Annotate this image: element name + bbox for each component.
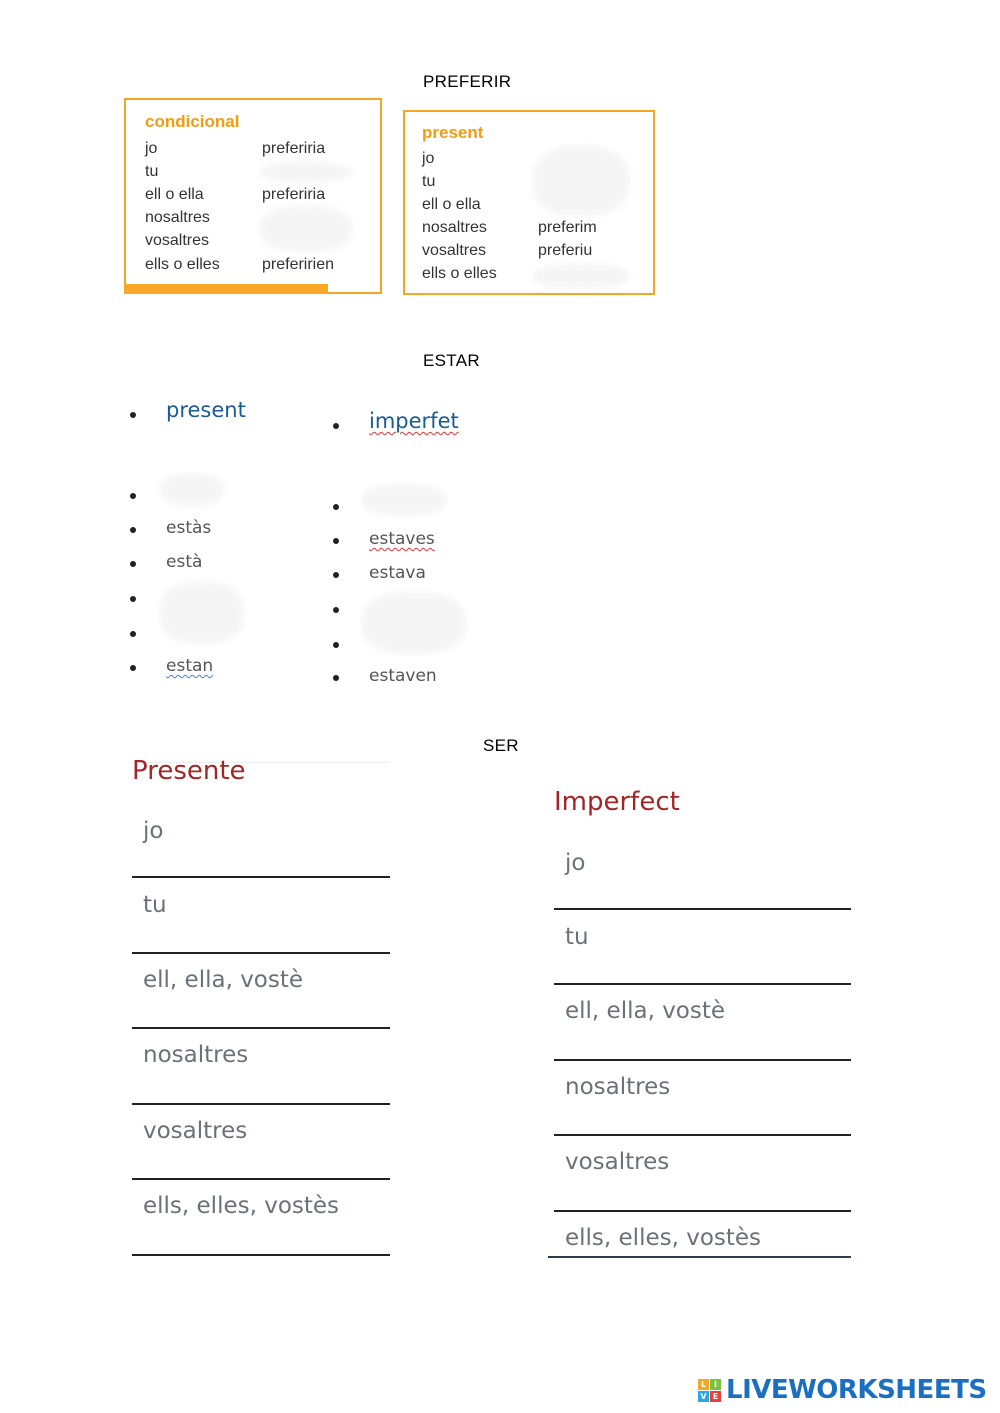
answer-blank[interactable]: [362, 592, 466, 654]
ser-row[interactable]: [554, 834, 851, 910]
verb-form: preferirien: [262, 256, 335, 273]
decorative-bar: [124, 284, 328, 294]
bullet-dot: [130, 665, 136, 671]
condicional-box: [124, 98, 382, 294]
estar-imperfet-form: estava: [369, 563, 426, 583]
ser-presente-header: Presente: [132, 756, 246, 786]
ser-row[interactable]: [132, 954, 390, 1029]
logo-badge-icon: [698, 1379, 722, 1403]
person-label: nosaltres: [565, 1074, 671, 1100]
estar-present-form: està: [166, 552, 203, 572]
badge-letter: I: [710, 1379, 721, 1390]
estar-present-form: estàs: [166, 518, 212, 538]
present-box: [403, 110, 655, 295]
bullet-dot: [130, 527, 136, 533]
answer-blank[interactable]: [160, 582, 244, 644]
ser-row[interactable]: [554, 1136, 851, 1212]
bullet-dot: [333, 423, 339, 429]
answer-blank[interactable]: [260, 162, 352, 182]
verb-form: preferiria: [262, 186, 326, 203]
preferir-title: PREFERIR: [423, 72, 512, 91]
estar-present-header: present: [166, 398, 246, 422]
verb-form: preferim: [538, 219, 597, 236]
person-label: ell, ella, vostè: [143, 967, 304, 993]
bullet-dot: [333, 675, 339, 681]
bullet-dot: [130, 631, 136, 637]
bullet-dot: [333, 504, 339, 510]
ser-imperfect-header: Imperfect: [554, 787, 680, 817]
person-label: vosaltres: [145, 232, 210, 249]
bullet-dot: [130, 596, 136, 602]
person-label: jo: [422, 150, 435, 167]
person-label: ells, elles, vostès: [565, 1225, 762, 1251]
liveworksheets-logo: [698, 1377, 992, 1405]
person-label: ell o ella: [145, 186, 204, 203]
condicional-header: condicional: [145, 112, 240, 131]
verb-form: preferiu: [538, 242, 593, 259]
person-label: tu: [145, 163, 159, 180]
bullet-dot: [130, 493, 136, 499]
badge-letter: L: [698, 1379, 709, 1390]
person-label: ell, ella, vostè: [565, 998, 726, 1024]
ser-row[interactable]: [132, 1029, 390, 1105]
badge-letter: V: [698, 1391, 709, 1402]
brand-name: LIVEWORKSHEETS: [726, 1375, 987, 1405]
ser-row[interactable]: [554, 1061, 851, 1136]
person-label: nosaltres: [145, 209, 210, 226]
bullet-dot: [130, 561, 136, 567]
bullet-dot: [333, 572, 339, 578]
estar-imperfet-form: estaves: [369, 529, 435, 549]
estar-title: ESTAR: [423, 351, 480, 370]
verb-form: preferiria: [262, 140, 326, 157]
ser-title: SER: [483, 736, 519, 755]
present-header: present: [422, 123, 484, 142]
answer-blank[interactable]: [260, 206, 352, 252]
ser-row[interactable]: [548, 1212, 851, 1258]
person-label: jo: [145, 140, 158, 157]
person-label: tu: [422, 173, 436, 190]
estar-present-form: estan: [166, 656, 214, 676]
estar-imperfet-header: imperfet: [369, 409, 459, 433]
estar-imperfet-form: estaven: [369, 666, 437, 686]
person-label: ells, elles, vostès: [143, 1193, 340, 1219]
ser-row[interactable]: [554, 985, 851, 1061]
person-label: ells o elles: [422, 265, 497, 282]
answer-blank[interactable]: [533, 146, 629, 216]
bullet-dot: [130, 412, 136, 418]
bullet-dot: [333, 642, 339, 648]
ser-row[interactable]: [132, 878, 390, 954]
person-label: tu: [565, 924, 589, 950]
ser-row[interactable]: [132, 1180, 390, 1256]
bullet-dot: [333, 538, 339, 544]
person-label: nosaltres: [143, 1042, 249, 1068]
person-label: ell o ella: [422, 196, 481, 213]
person-label: vosaltres: [565, 1149, 670, 1175]
answer-blank[interactable]: [533, 264, 629, 288]
answer-blank[interactable]: [160, 474, 224, 506]
person-label: jo: [565, 850, 586, 876]
person-label: vosaltres: [422, 242, 487, 259]
ser-row[interactable]: [132, 1105, 390, 1180]
badge-letter: E: [710, 1391, 721, 1402]
person-label: jo: [143, 818, 164, 844]
ser-row[interactable]: [554, 910, 851, 985]
person-label: ells o elles: [145, 256, 220, 273]
ser-row[interactable]: [132, 802, 390, 878]
person-label: nosaltres: [422, 219, 487, 236]
person-label: vosaltres: [143, 1118, 248, 1144]
answer-blank[interactable]: [362, 484, 446, 516]
bullet-dot: [333, 607, 339, 613]
person-label: tu: [143, 892, 167, 918]
